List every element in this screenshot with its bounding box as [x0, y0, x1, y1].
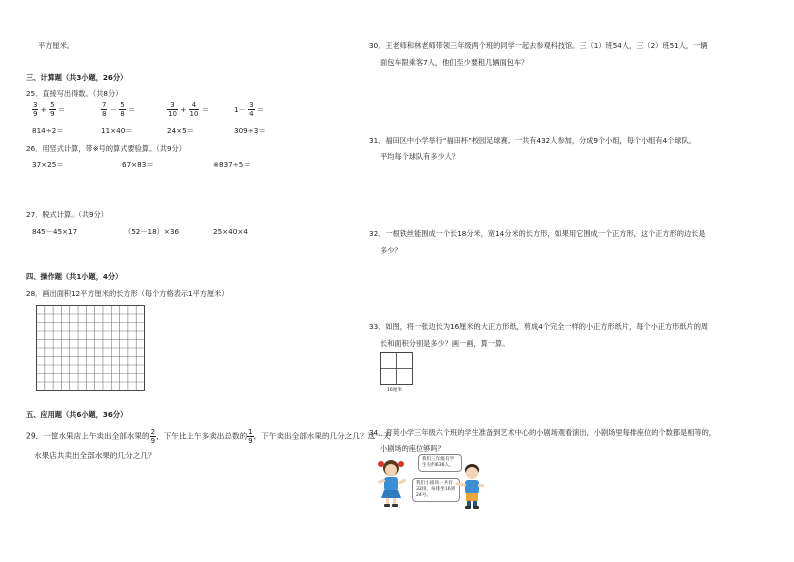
- square-figure: [380, 352, 414, 386]
- fraction-expr-1: $\frac{3}{9}$ + $\frac{5}{9}$ ＝: [33, 101, 66, 118]
- section-3-heading: 三、计算题（共3小题，26分）: [26, 73, 128, 82]
- boy-illustration: [454, 462, 488, 510]
- question-25: 25．直接写出得数。（共8分）: [26, 89, 123, 98]
- question-33-line2: 长和面积分别是多少？画一画，算一算。: [380, 339, 510, 348]
- section-4-heading: 四、操作题（共1小题，4分）: [26, 272, 123, 281]
- speech-bubble-girl: 我们三年级有学生有约636人。: [418, 454, 462, 472]
- question-33-line1: 33．如图，将一张边长为16厘米的大正方形纸，剪成4个完全一样的小正方形纸片，每个小正方形纸片的周: [369, 322, 709, 331]
- section-5-heading: 五、应用题（共6小题，36分）: [26, 410, 128, 419]
- question-26: 26．用竖式计算，带※号的算式要验算。（共9分）: [26, 144, 186, 153]
- girl-illustration: [374, 458, 410, 508]
- speech-bubble-boy: 我们小剧场一共有32排，每排坐16到24号。: [412, 478, 460, 502]
- question-31-line1: 31．福田区中小学举行“福田杯”校园足球赛。一共有432人参加，分成9个小组，每个小组有4个球队。: [369, 136, 696, 145]
- calc-309-div-3: 309÷3＝: [234, 126, 266, 135]
- fraction-expr-2: $\frac{7}{8}$ － $\frac{5}{8}$ ＝: [102, 101, 136, 118]
- fraction-expr-4: 1－ $\frac{3}{4}$ ＝: [234, 101, 265, 118]
- question-27: 27．脱式计算。（共9分）: [26, 210, 108, 219]
- fraction-expr-3: $\frac{3}{10}$ + $\frac{4}{10}$ ＝: [168, 101, 209, 118]
- calc-37-x-25: 37×25＝: [32, 160, 64, 169]
- expr-845: 845－45×17: [32, 227, 78, 236]
- calc-814-div-2: 814÷2＝: [32, 126, 64, 135]
- square-grid[interactable]: [36, 305, 145, 391]
- question-29: 29．一筐水果店上午卖出全部水果的 $\frac{2}{9}$ ，下午比上午多卖出总数的 $\frac{1}{9}$ ，下午卖出全部水果的几分之几？这一天: [26, 428, 391, 445]
- question-34-line1: 34．育英小学三年级六个班的学生准备到艺术中心的小剧场观看演出，小剧场里每排座位的个数都是相等的，: [369, 428, 716, 437]
- question-30-line1: 30．王老师和林老师带领三年级两个班的同学一起去参观科技馆。三（1）班54人，三（2）班51人，一辆: [369, 41, 708, 50]
- expr-52-18: （52－18）×36: [124, 227, 180, 236]
- question-34-line2: 小剧场的座位够吗？: [380, 444, 445, 453]
- question-31-line2: 平均每个球队有多少人？: [380, 152, 460, 161]
- question-30-line2: 面包车限乘客7人，他们至少要租几辆面包车？: [380, 58, 529, 67]
- carry-over-text: 平方厘米。: [38, 41, 74, 50]
- question-32-line2: 多少？: [380, 246, 402, 255]
- expr-25-40-4: 25×40×4: [213, 227, 248, 236]
- calc-837-div-5: ※837÷5＝: [213, 160, 251, 169]
- calc-11-x-40: 11×40＝: [101, 126, 133, 135]
- question-29-line2: 水果店共卖出全部水果的几分之几？: [34, 451, 156, 460]
- question-28: 28．画出面积12平方厘米的长方形（每个方格表示1平方厘米）: [26, 289, 229, 298]
- square-side-label: 16厘米: [387, 388, 403, 393]
- calc-24-x-5: 24×5＝: [167, 126, 194, 135]
- calc-67-x-83: 67×83＝: [122, 160, 154, 169]
- question-32-line1: 32．一根铁丝能围成一个长18分米，宽14分米的长方形，如果用它围成一个正方形，这个正方形的边长是: [369, 229, 706, 238]
